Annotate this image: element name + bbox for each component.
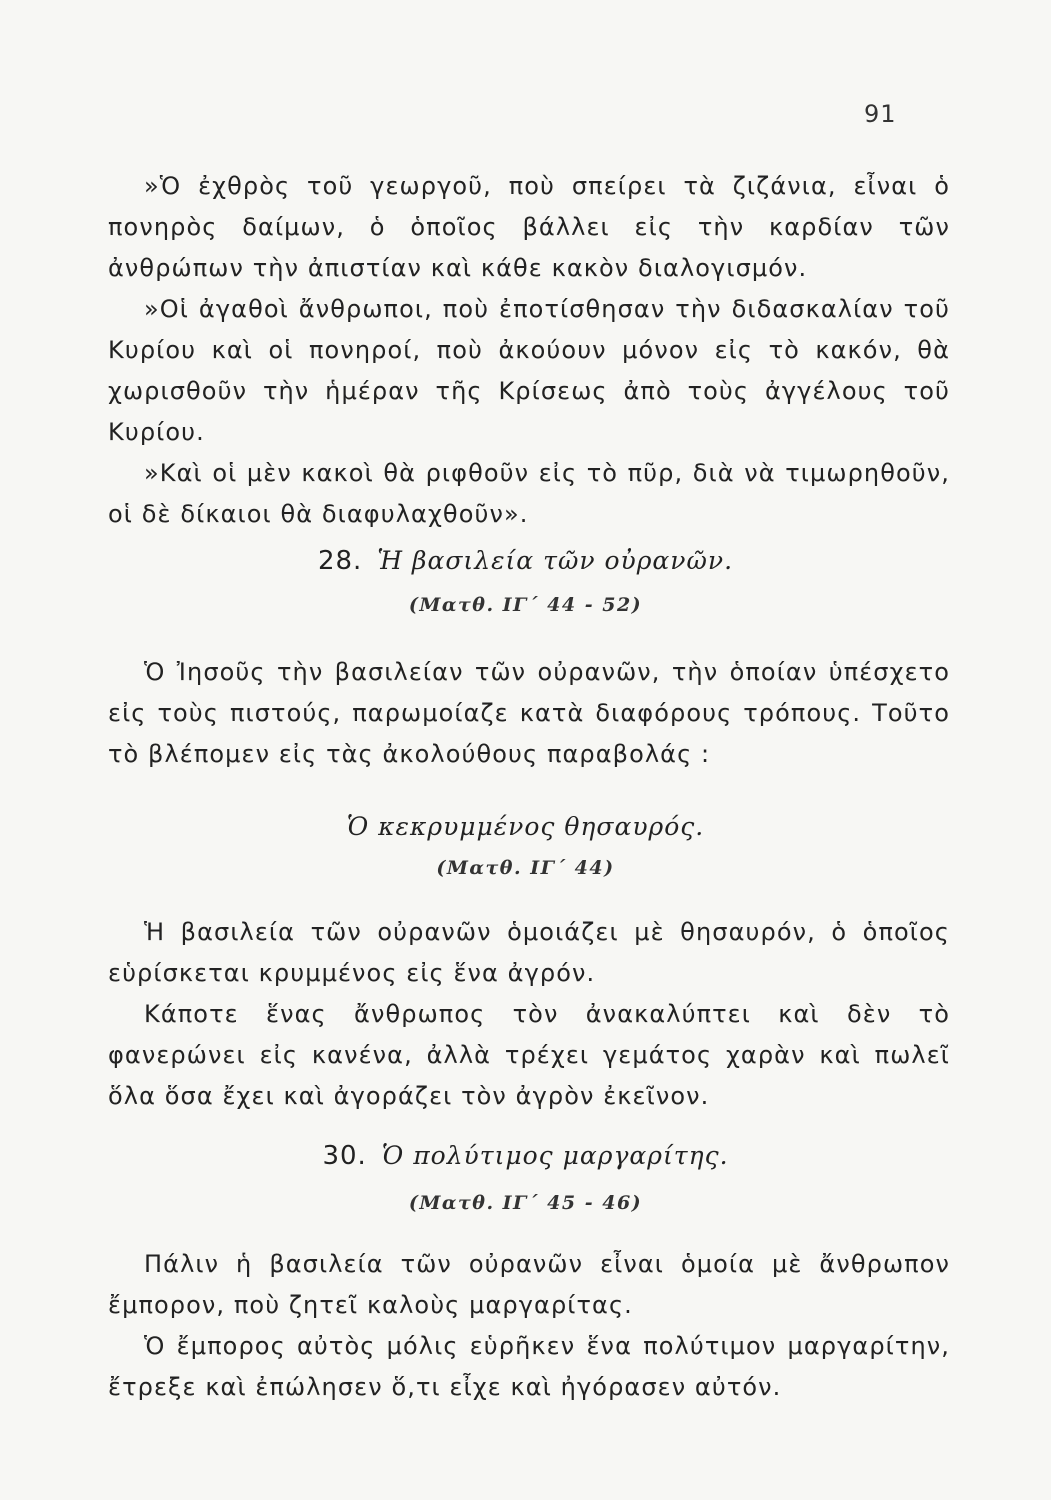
paragraph: »Οἱ ἀγαθοὶ ἄνθρωποι, ποὺ ἐποτίσθησαν τὴν διδασκαλίαν τοῦ Κυρίου καὶ οἱ πονηροί, ποὺ ἀκούουν μόνον εἰς τὸ κακόν, θὰ χωρισθοῦν τὴν ἡμέραν τῆς Κρίσεως ἀπὸ τοὺς ἀγγέλους τοῦ Κυρίου. xyxy=(108,295,950,446)
paragraph: »Ὁ ἐχθρὸς τοῦ γεωργοῦ, ποὺ σπείρει τὰ ζιζάνια, εἶναι ὁ πονηρὸς δαίμων, ὁ ὁποῖος βάλλει εἰς τὴν καρδίαν τῶν ἀνθρώπων τὴν ἀπιστίαν καὶ κάθε κακὸν διαλογισμόν. xyxy=(108,172,950,282)
section-28-reference: (Ματθ. ΙΓ΄ 44 - 52) xyxy=(408,594,643,616)
section-28-text xyxy=(108,652,950,775)
section-number: 30. xyxy=(322,1141,367,1171)
treasure-reference: (Ματθ. ΙΓ΄ 44) xyxy=(436,857,615,879)
paragraph: Πάλιν ἡ βασιλεία τῶν οὐρανῶν εἶναι ὁμοία μὲ ἄνθρωπον ἔμπορον, ποὺ ζητεῖ καλοὺς μαργαρίτας. xyxy=(108,1250,950,1319)
paragraph: Ὁ ἔμπορος αὐτὸς μόλις εὑρῆκεν ἕνα πολύτιμον μαργαρίτην, ἔτρεξε καὶ ἐπώλησεν ὅ,τι εἶχε καὶ ἠγόρασεν αὐτόν. xyxy=(108,1332,950,1401)
section-28-heading xyxy=(0,546,1051,576)
treasure-text xyxy=(108,912,950,1117)
section-title: Ὁ κεκρυμμένος θησαυρός. xyxy=(346,812,705,841)
section-number: 28. xyxy=(317,546,363,576)
section-title: Ἡ βασιλεία τῶν οὐρανῶν. xyxy=(377,546,734,575)
paragraph: »Καὶ οἱ μὲν κακοὶ θὰ ριφθοῦν εἰς τὸ πῦρ, διὰ νὰ τιμωρηθοῦν, οἱ δὲ δίκαιοι θὰ διαφυλαχθοῦν». xyxy=(108,459,950,528)
treasure-heading xyxy=(0,812,1051,841)
page-number: 91 xyxy=(864,100,897,128)
paragraph: Κάποτε ἕνας ἄνθρωπος τὸν ἀνακαλύπτει καὶ δὲν τὸ φανερώνει εἰς κανένα, ἀλλὰ τρέχει γεμάτος χαρὰν καὶ πωλεῖ ὅλα ὅσα ἔχει καὶ ἀγοράζει τὸν ἀγρὸν ἐκεῖνον. xyxy=(108,1000,950,1110)
paragraph: Ὁ Ἰησοῦς τὴν βασιλείαν τῶν οὐρανῶν, τὴν ὁποίαν ὑπέσχετο εἰς τοὺς πιστούς, παρωμοίαζε κατὰ διαφόρους τρόπους. Τοῦτο τὸ βλέπομεν εἰς τὰς ἀκολούθους παραβολάς : xyxy=(108,658,950,768)
paragraph: Ἡ βασιλεία τῶν οὐρανῶν ὁμοιάζει μὲ θησαυρόν, ὁ ὁποῖος εὑρίσκεται κρυμμένος εἰς ἕνα ἀγρόν. xyxy=(108,918,950,987)
intro-text xyxy=(108,166,950,535)
section-30-text xyxy=(108,1244,950,1408)
section-30-reference: (Ματθ. ΙΓ΄ 45 - 46) xyxy=(408,1192,643,1214)
section-title: Ὁ πολύτιμος μαργαρίτης. xyxy=(381,1141,729,1170)
section-30-heading xyxy=(0,1141,1051,1171)
